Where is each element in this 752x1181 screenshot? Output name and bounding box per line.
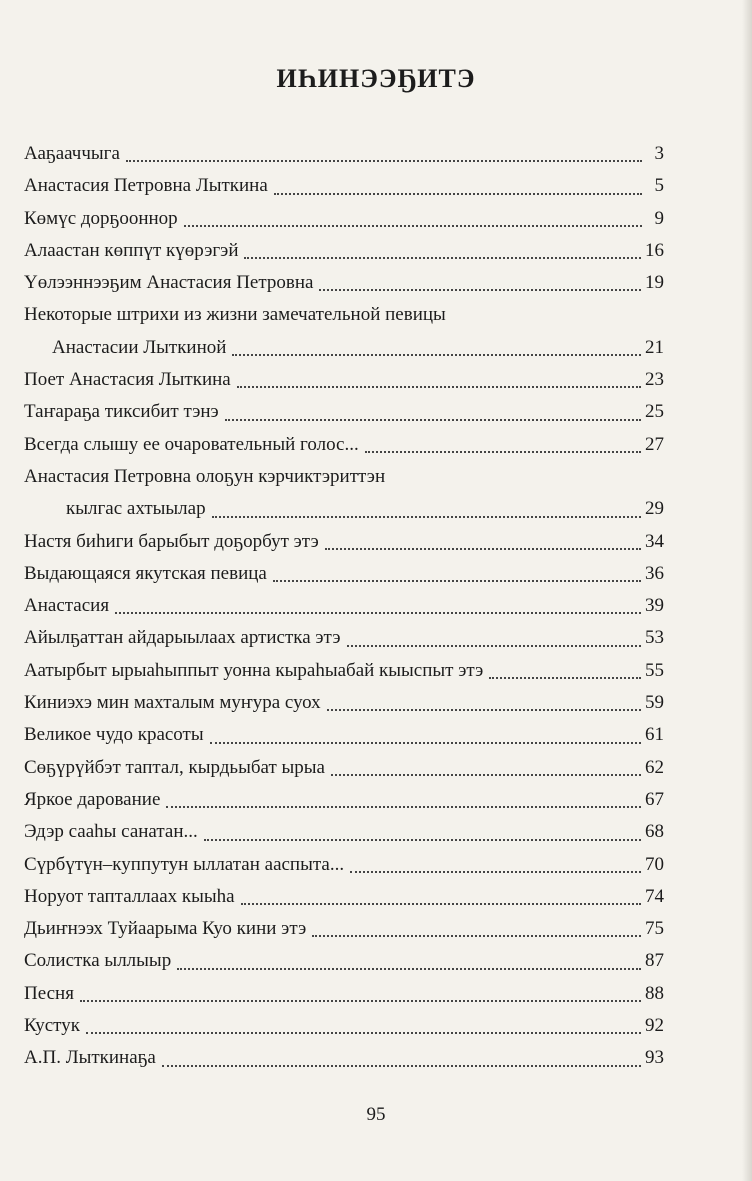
toc-entry: Норуот тапталлаах кыыһа 74 bbox=[24, 885, 664, 907]
toc-entry: Великое чудо красоты 61 bbox=[24, 724, 664, 746]
toc-entry: Сүрбүтүн–куппутун ыллатан ааспыта... 70 bbox=[24, 853, 664, 875]
page-number: 95 bbox=[366, 1104, 386, 1125]
page-title: ИҺИНЭЭҔИТЭ bbox=[276, 64, 476, 93]
toc-entry: Дьиҥнээх Туйаарыма Куо кини этэ 75 bbox=[24, 918, 664, 940]
toc-entry: Анастасии Лыткиной 21 bbox=[52, 336, 664, 358]
toc-entry: Анастасия Петровна Лыткина 5 bbox=[24, 175, 664, 197]
bleed-through-shadow bbox=[255, 8, 705, 54]
toc-entry: Сөҕүрүйбэт таптал, кырдьыбат ырыа 62 bbox=[24, 756, 664, 778]
toc-entry: Всегда слышу ее очаровательный голос... 27 bbox=[24, 433, 664, 455]
toc-entry: Солистка ыллыыр 87 bbox=[24, 950, 664, 972]
toc-entry: Ааҕааччыга 3 bbox=[24, 143, 664, 164]
toc-entry: Аатырбыт ырыаһыппыт уонна кыраһыабай кыыспыт этэ 55 bbox=[24, 659, 664, 681]
toc-entry: Анастасия 39 bbox=[24, 595, 664, 617]
toc-entry: Эдэр сааһы санатан... 68 bbox=[24, 821, 664, 843]
toc-entry: Выдающаяся якутская певица 36 bbox=[24, 562, 664, 584]
toc-entry: Поет Анастасия Лыткина 23 bbox=[24, 369, 664, 391]
toc-entry: Настя биһиги барыбыт доҕорбут этэ 34 bbox=[24, 530, 664, 552]
toc-entry: Көмүс дорҕооннор 9 bbox=[24, 207, 664, 229]
toc-entry: Киниэхэ мин махталым муҥура суох 59 bbox=[24, 692, 664, 714]
toc-entry-heading: Некоторые штрихи из жизни замечательной певицы bbox=[24, 304, 446, 326]
page-edge bbox=[742, 0, 752, 1181]
toc-entry: Песня 88 bbox=[24, 982, 664, 1004]
toc-entry: Яркое дарование 67 bbox=[24, 788, 664, 810]
table-of-contents bbox=[24, 138, 664, 1075]
toc-entry: Кустук 92 bbox=[24, 1015, 664, 1037]
toc-entry: кылгас ахтыылар 29 bbox=[66, 498, 664, 520]
toc-entry: Таҥараҕа тиксибит тэнэ 25 bbox=[24, 401, 664, 423]
toc-entry: Үөлээннээҕим Анастасия Петровна 19 bbox=[24, 272, 664, 294]
toc-entry: А.П. Лыткинаҕа 93 bbox=[24, 1047, 664, 1069]
toc-entry: Алаастан көппүт күөрэгэй 16 bbox=[24, 239, 664, 261]
toc-entry: Айылҕаттан айдарыылаах артистка этэ 53 bbox=[24, 627, 664, 649]
toc-entry-heading: Анастасия Петровна олоҕун кэрчиктэриттэн bbox=[24, 465, 386, 487]
